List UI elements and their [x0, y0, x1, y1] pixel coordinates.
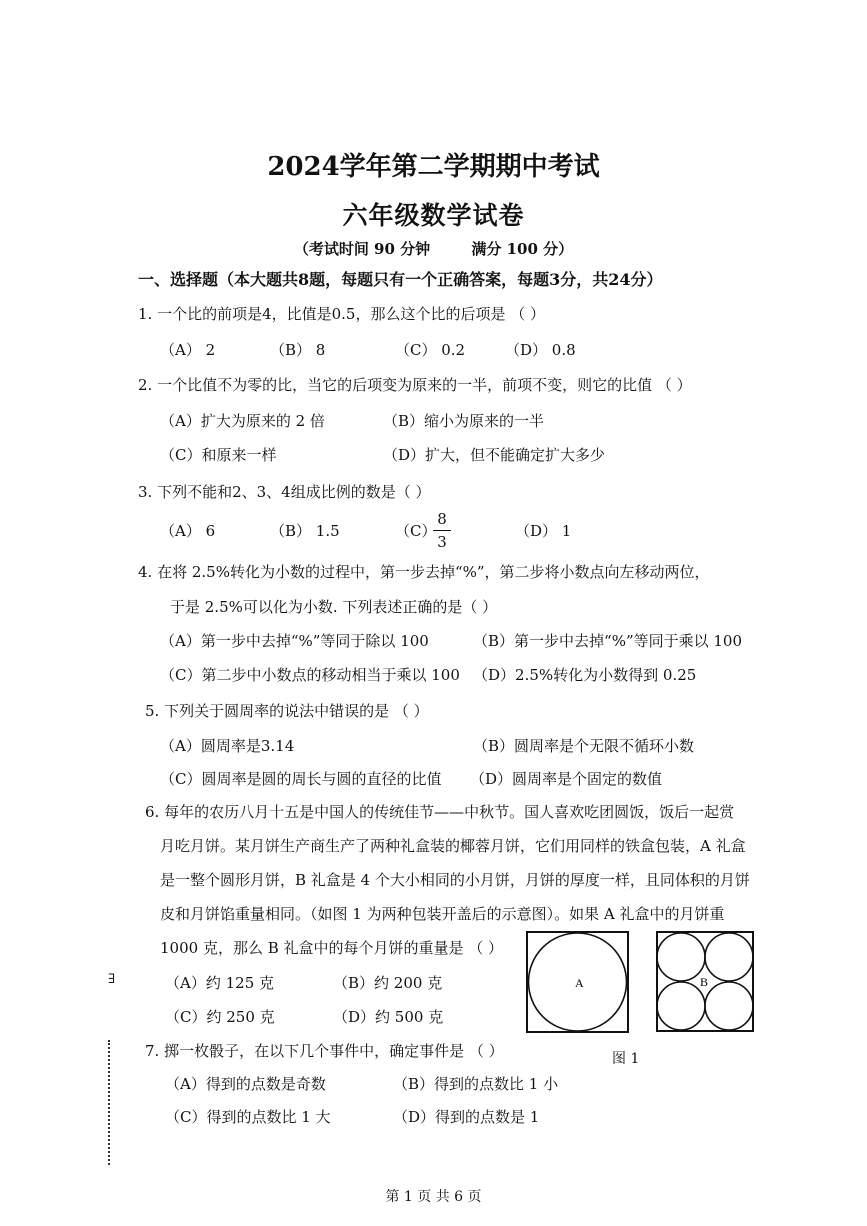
question-7-option-a: （A）得到的点数是奇数 [165, 1075, 326, 1093]
question-2-option-b: （B）缩小为原来的一半 [383, 412, 545, 430]
question-6-option-b: （B）约 200 克 [333, 974, 443, 992]
question-3-text: 3. 下列不能和2、3、4组成比例的数是（ ） [138, 483, 431, 501]
exam-time: （考试时间 90 分钟 [293, 240, 431, 258]
question-5-option-d: （D）圆周率是个固定的数值 [470, 770, 663, 788]
mooncake-b-circle-1 [657, 933, 705, 981]
exam-score: 满分 100 分） [471, 240, 574, 258]
mooncake-b-circle-4 [705, 982, 753, 1030]
question-4-option-d: （D）2.5%转化为小数得到 0.25 [473, 666, 697, 684]
question-5-option-c: （C）圆周率是圆的周长与圆的直径的比值 [160, 770, 442, 788]
question-3-option-a: （A） 6 [160, 522, 216, 540]
question-6-option-c: （C）约 250 克 [165, 1008, 275, 1026]
question-2-option-a: （A）扩大为原来的 2 倍 [160, 412, 325, 430]
page-footer: 第 1 页 共 6 页 [385, 1189, 482, 1205]
question-3-option-d: （D） 1 [515, 522, 572, 540]
fraction-bar [433, 530, 451, 531]
figure-label-a: A [575, 976, 584, 990]
figure-label-b: B [700, 975, 709, 989]
question-6-line2: 月吃月饼。某月饼生产商生产了两种礼盒装的椰蓉月饼，它们用同样的铁盒包装，A 礼盒 [160, 837, 746, 855]
question-4-option-b: （B）第一步中去掉“%”等同于乘以 100 [473, 632, 743, 650]
question-6-line3: 是一整个圆形月饼，B 礼盒是 4 个大小相同的小月饼，月饼的厚度一样，且同体积的月饼 [160, 871, 750, 889]
question-3-option-b: （B） 1.5 [270, 522, 340, 540]
question-7-text: 7. 掷一枚骰子，在以下几个事件中，确定事件是 （ ） [145, 1042, 504, 1060]
exam-meta [0, 238, 867, 259]
question-7-option-d: （D）得到的点数是 1 [393, 1108, 540, 1126]
mooncake-b-circle-3 [657, 982, 705, 1030]
exam-subtitle: 六年级数学试卷 [342, 201, 525, 230]
question-7-option-b: （B）得到的点数比 1 小 [393, 1075, 559, 1093]
question-5-option-a: （A）圆周率是3.14 [160, 737, 295, 755]
binding-line [108, 1040, 110, 1165]
question-6-option-d: （D）约 500 克 [333, 1008, 444, 1026]
question-1-option-c: （C） 0.2 [395, 341, 466, 359]
mooncake-b-circle-2 [705, 933, 753, 981]
question-3-option-c: （C） [395, 522, 437, 540]
figure-box-a [525, 930, 631, 1035]
question-4-text-line1: 4. 在将 2.5%转化为小数的过程中，第一步去掉“%”，第二步将小数点向左移动两位， [138, 563, 710, 581]
figure-box-b [655, 930, 755, 1034]
fraction-numerator: 8 [437, 510, 447, 528]
question-2-option-c: （C）和原来一样 [160, 446, 277, 464]
question-7-option-c: （C）得到的点数比 1 大 [165, 1108, 331, 1126]
question-4-text-line2: 于是 2.5%可以化为小数. 下列表述正确的是（ ） [170, 598, 498, 616]
question-3-fraction [433, 510, 451, 551]
figure-caption: 图 1 [612, 1051, 640, 1067]
question-6-line1: 6. 每年的农历八月十五是中国人的传统佳节——中秋节。国人喜欢吃团圆饭，饭后一起赏 [145, 803, 735, 821]
question-6-line5: 1000 克，那么 B 礼盒中的每个月饼的重量是 （ ） [160, 939, 504, 957]
question-1-option-b: （B） 8 [270, 341, 326, 359]
fraction-denominator: 3 [437, 533, 447, 551]
margin-mark: ∃ [108, 972, 116, 987]
question-4-option-a: （A）第一步中去掉“%”等同于除以 100 [160, 632, 429, 650]
question-1-text: 1. 一个比的前项是4，比值是0.5，那么这个比的后项是 （ ） [138, 305, 546, 323]
exam-title: 2024学年第二学期期中考试 [267, 152, 600, 182]
question-6-line4: 皮和月饼馅重量相同。（如图 1 为两种包装开盖后的示意图）。如果 A 礼盒中的月饼重 [160, 905, 725, 923]
question-1-option-a: （A） 2 [160, 341, 216, 359]
question-4-option-c: （C）第二步中小数点的移动相当于乘以 100 [160, 666, 460, 684]
question-5-option-b: （B）圆周率是个无限不循环小数 [473, 737, 695, 755]
section-heading: 一、选择题（本大题共8题，每题只有一个正确答案，每题3分，共24分） [138, 270, 663, 289]
question-2-text: 2. 一个比值不为零的比，当它的后项变为原来的一半，前项不变，则它的比值 （ ） [138, 376, 692, 394]
question-5-text: 5. 下列关于圆周率的说法中错误的是 （ ） [145, 702, 429, 720]
question-6-option-a: （A）约 125 克 [165, 974, 274, 992]
question-2-option-d: （D）扩大，但不能确定扩大多少 [383, 446, 606, 464]
question-1-option-d: （D） 0.8 [505, 341, 576, 359]
